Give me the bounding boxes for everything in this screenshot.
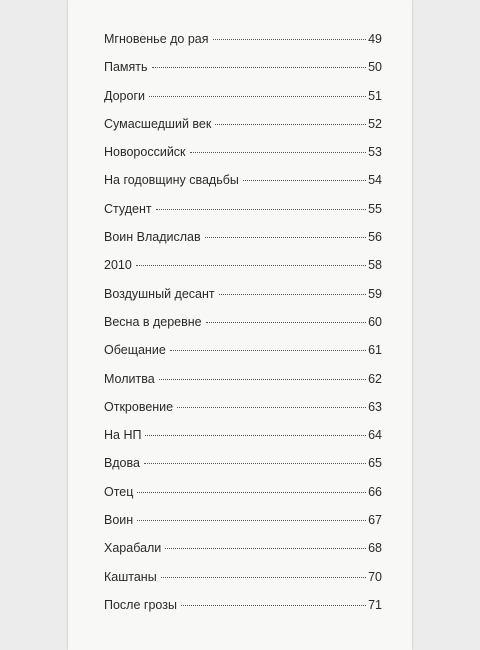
dot-leader [206, 322, 366, 323]
toc-entry-title: 2010 [104, 258, 132, 273]
table-of-contents [104, 32, 382, 626]
toc-entry-title: Харабали [104, 541, 162, 556]
toc-entry-page: 49 [368, 32, 382, 46]
toc-entry-title: Молитва [104, 371, 155, 386]
toc-entry-page: 71 [368, 597, 382, 612]
dot-leader [165, 548, 366, 549]
toc-entry-page: 50 [368, 60, 382, 75]
toc-entry [104, 315, 382, 343]
toc-entry-page: 63 [368, 399, 382, 414]
dot-leader [190, 152, 366, 153]
dot-leader [205, 237, 366, 238]
toc-entry [104, 230, 382, 258]
toc-entry-title: Сумасшедший век [104, 116, 212, 131]
toc-entry [104, 485, 382, 513]
toc-entry-page: 53 [368, 145, 382, 160]
toc-entry-title: Студент [104, 201, 152, 216]
dot-leader [137, 492, 366, 493]
toc-entry-title: Дороги [104, 88, 146, 103]
dot-leader [149, 96, 366, 97]
toc-entry-page: 65 [368, 456, 382, 471]
toc-entry-title: Обещание [104, 343, 166, 358]
dot-leader [161, 577, 366, 578]
dot-leader [137, 520, 366, 521]
dot-leader [152, 67, 366, 68]
toc-entry-page: 56 [368, 230, 382, 245]
toc-entry-title: Вдова [104, 456, 140, 471]
toc-entry [104, 456, 382, 484]
toc-entry-page: 64 [368, 428, 382, 443]
dot-leader [243, 180, 366, 181]
toc-entry [104, 343, 382, 371]
dot-leader [213, 39, 366, 40]
toc-entry [104, 89, 382, 117]
toc-entry-title: Весна в деревне [104, 314, 202, 329]
toc-entry-page: 67 [368, 513, 382, 528]
dot-leader [170, 350, 366, 351]
toc-entry-page: 70 [368, 569, 382, 584]
toc-entry-page: 55 [368, 201, 382, 216]
toc-entry-title: Память [104, 60, 148, 75]
toc-entry-page: 52 [368, 116, 382, 131]
toc-entry [104, 258, 382, 286]
toc-entry-title: На годовщину свадьбы [104, 173, 239, 188]
toc-entry-page: 60 [368, 314, 382, 329]
toc-entry-page: 54 [368, 173, 382, 188]
dot-leader [159, 379, 366, 380]
dot-leader [156, 209, 366, 210]
toc-entry [104, 372, 382, 400]
toc-entry-page: 51 [368, 88, 382, 103]
toc-entry-page: 68 [368, 541, 382, 556]
toc-entry-title: После грозы [104, 597, 177, 612]
dot-leader [144, 463, 366, 464]
toc-entry-page: 61 [368, 343, 382, 358]
toc-entry [104, 598, 382, 626]
dot-leader [136, 265, 366, 266]
toc-entry-page: 62 [368, 371, 382, 386]
toc-entry [104, 513, 382, 541]
toc-entry-title: Воздушный десант [104, 286, 215, 301]
toc-entry [104, 570, 382, 598]
toc-entry [104, 428, 382, 456]
book-page [68, 0, 412, 650]
toc-entry [104, 287, 382, 315]
toc-entry [104, 117, 382, 145]
toc-entry [104, 173, 382, 201]
toc-entry [104, 400, 382, 428]
dot-leader [177, 407, 366, 408]
toc-entry-page: 66 [368, 484, 382, 499]
dot-leader [219, 294, 366, 295]
toc-entry [104, 60, 382, 88]
toc-entry-title: Воин Владислав [104, 230, 201, 245]
toc-entry-title: Мгновенье до рая [104, 32, 209, 46]
dot-leader [145, 435, 366, 436]
toc-entry-page: 58 [368, 258, 382, 273]
toc-entry-title: Каштаны [104, 569, 157, 584]
toc-entry-title: На НП [104, 428, 142, 443]
toc-entry-title: Новороссийск [104, 145, 186, 160]
dot-leader [181, 605, 366, 606]
toc-entry [104, 541, 382, 569]
toc-entry [104, 145, 382, 173]
toc-entry-title: Воин [104, 513, 134, 528]
dot-leader [215, 124, 366, 125]
toc-entry [104, 202, 382, 230]
toc-entry-title: Откровение [104, 399, 174, 414]
toc-entry-title: Отец [104, 484, 134, 499]
toc-entry-page: 59 [368, 286, 382, 301]
toc-entry [104, 32, 382, 60]
